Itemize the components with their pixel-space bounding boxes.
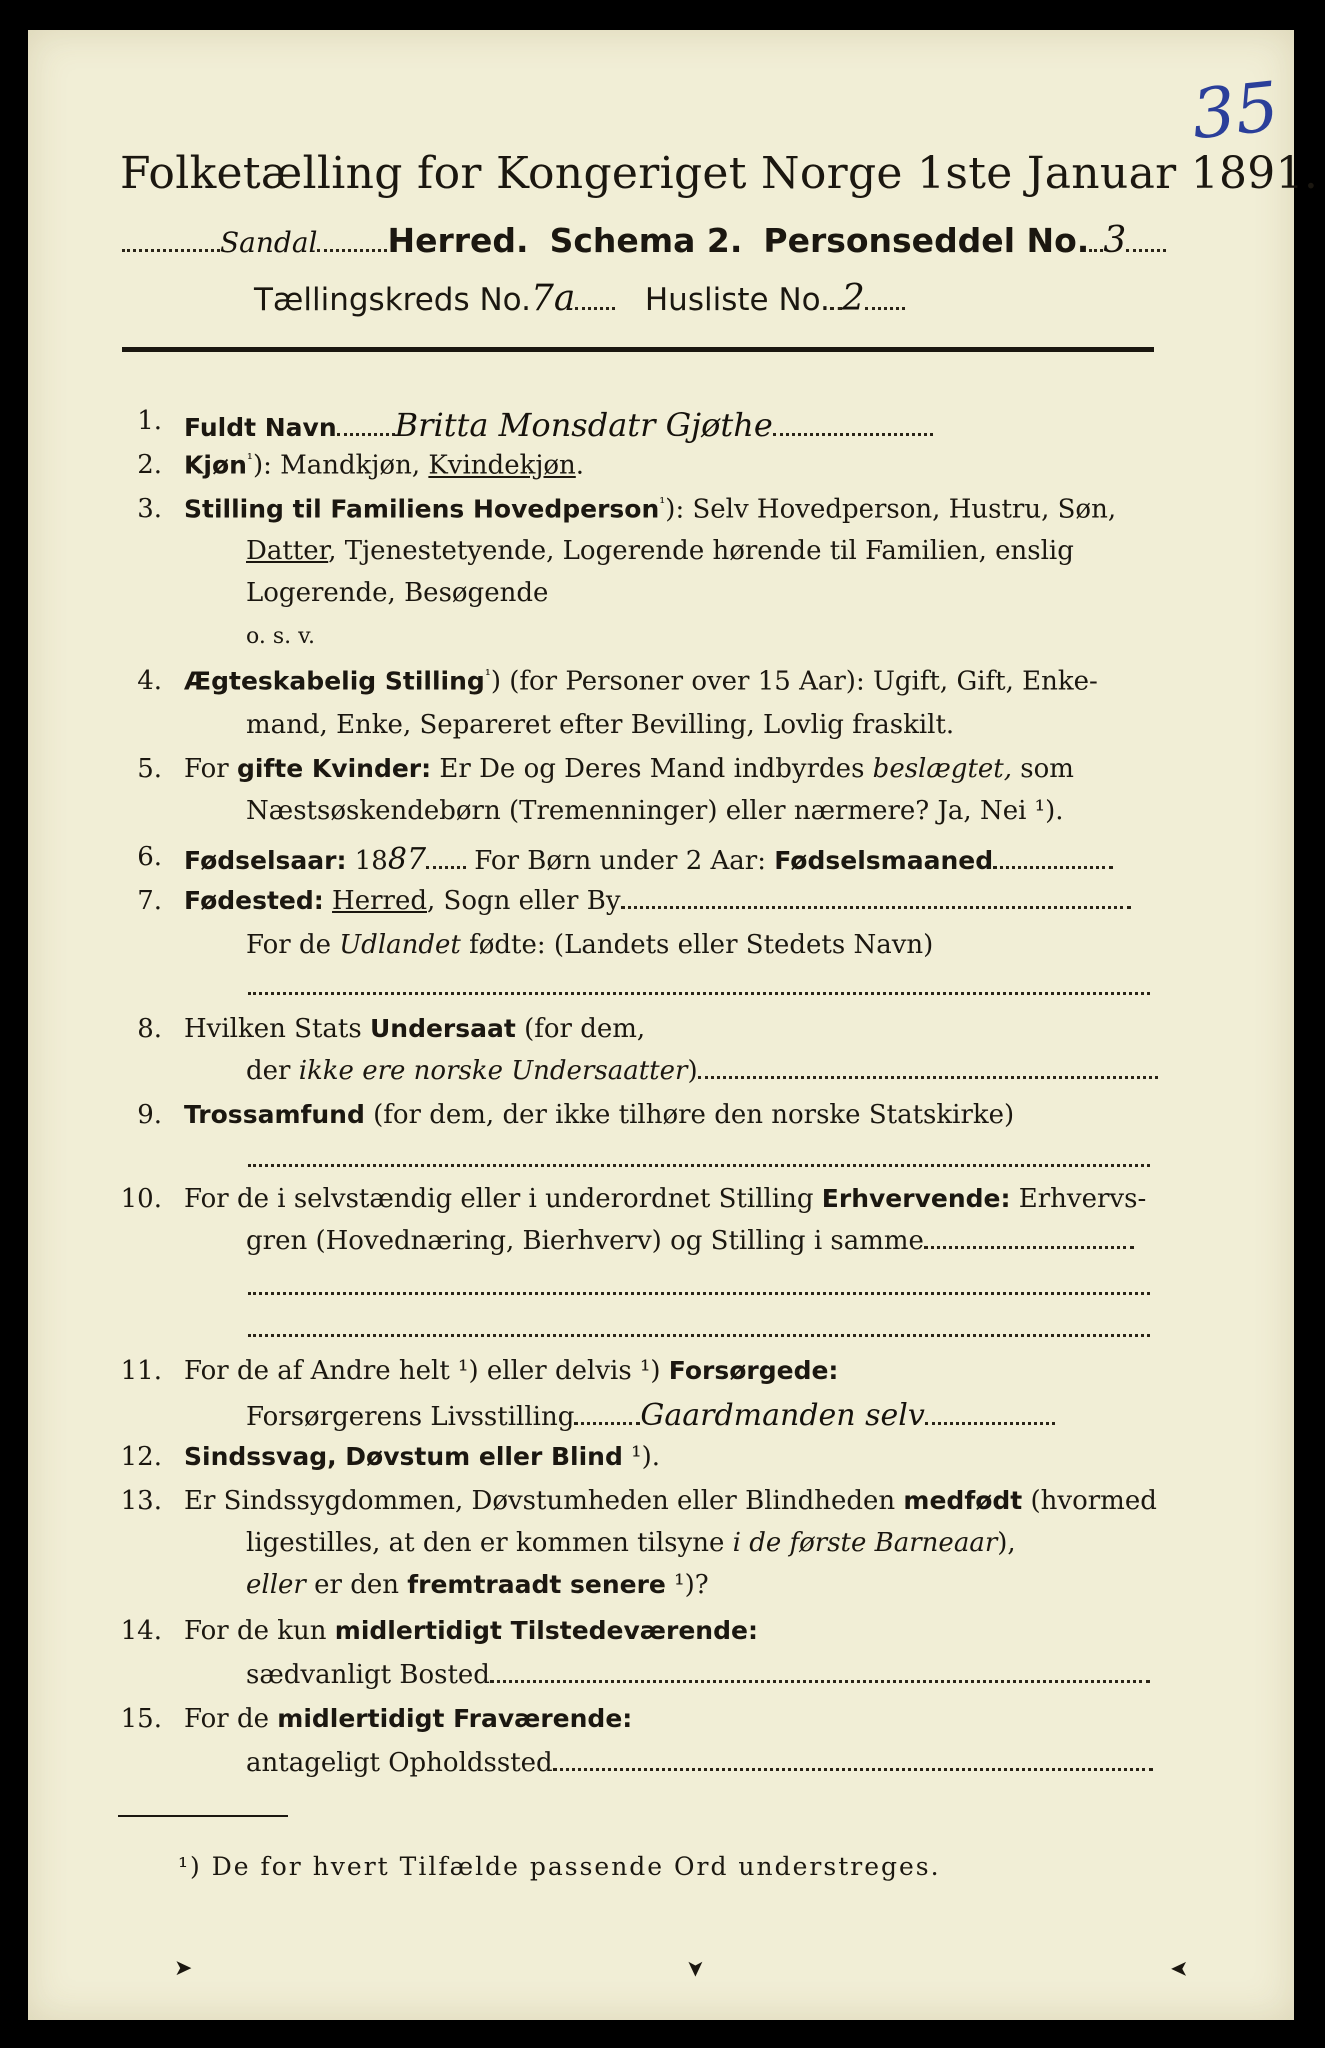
q11-label: Forsørgede: [668,1356,839,1385]
q3-sup: ¹ [659,494,666,512]
q12-label: Sindssvag, Døvstum eller Blind [184,1442,623,1471]
q6-label2: Fødselsmaaned [774,846,994,875]
q11-prefix: For de af Andre helt ¹) eller delvis ¹) [184,1356,669,1386]
q9-text: (for dem, der ikke tilhøre den norske Statskirke) [364,1100,1015,1130]
header-rule [122,347,1154,352]
q2-text: ): Mandkjøn, [252,450,429,481]
q12-number: 12. [120,1442,162,1472]
q3-line4: o. s. v. [246,624,315,649]
q11-number: 11. [120,1356,162,1386]
q5-text: Er De og Deres Mand indbyrdes [431,754,873,784]
q7-space [324,886,332,916]
q7-line2-italic: Udlandet [339,930,461,960]
q1-label: Fuldt Navn [184,413,337,442]
q7-line2 [246,930,933,960]
form-title: Folketælling for Kongeriget Norge 1ste Januar 1891. [120,148,1319,199]
q10-line2 [246,1226,1134,1256]
q10-blank-line-1 [248,1292,1150,1295]
q6-text: For Børn under 2 Aar: [466,846,775,876]
q8-line2-prefix: der [246,1056,299,1086]
q7-line2-text: fødte: (Landets eller Stedets Navn) [460,930,934,960]
q15-line2 [246,1748,1153,1778]
q6-prefix: 18 [346,846,388,876]
q10-label: Erhvervende: [821,1184,1011,1213]
q3-number: 3. [137,494,162,524]
q14-label: midlertidigt Tilstedeværende: [334,1616,758,1645]
kreds-line [254,278,905,319]
herred-value: Sandal [220,226,318,259]
q6-label: Fødselsaar: [184,846,347,875]
q4-sup: ¹ [484,666,491,684]
q8-line2-italic: ikke ere norske Undersaatter [298,1056,688,1086]
q4-line1: ) (for Personer over 15 Aar): Ugift, Gift, Enke- [490,666,1098,697]
q15-number: 15. [120,1704,162,1734]
q8-line2 [246,1056,1158,1086]
q13-line2-prefix: ligestilles, at den er kommen tilsyne [246,1528,733,1558]
husliste-value: 2 [841,278,865,319]
q3-label: Stilling til Familiens Hovedperson [184,494,660,524]
q14-prefix: For de kun [184,1616,335,1646]
q9-label: Trossamfund [184,1100,365,1129]
q11-row [184,1356,838,1386]
q4-row [184,666,1098,697]
q6-row [184,842,1113,877]
q12-end: ¹). [622,1442,660,1472]
q8-number: 8. [137,1014,162,1044]
q15-row [184,1704,632,1734]
q4-number: 4. [137,666,162,696]
q2-sup: ¹ [246,450,253,468]
q3-underlined-option: Datter [246,536,329,566]
q6-number: 6. [137,842,162,872]
q5-label: gifte Kvinder: [236,754,432,783]
q12-row [184,1442,660,1472]
q13-line2-italic: i de første Barneaar [732,1528,998,1558]
q10-text: Erhvervs- [1010,1184,1147,1214]
q7-blank-line [248,992,1150,995]
q8-prefix: Hvilken Stats [184,1014,370,1044]
q13-line3-end: ¹)? [665,1570,709,1600]
q14-line2 [246,1660,1150,1690]
q2-underlined-option: Kvindekjøn [428,450,576,481]
q13-line3-text: er den [305,1570,408,1600]
corner-mark-center: ➤ [682,1959,708,1978]
herred-line [122,220,1166,261]
q3-line2 [246,536,1074,566]
q11-value: Gaardmanden selv [640,1398,925,1433]
archive-number-stamp: 35 [1188,67,1283,156]
q7-underlined-option: Herred [332,886,427,916]
q10-line2-text: gren (Hovednæring, Bierhverv) og Stilling i samme [246,1226,924,1256]
q15-line2-text: antageligt Opholdssted [246,1748,553,1778]
q1-row [184,406,933,444]
q7-label: Fødested: [184,886,324,915]
q13-prefix: Er Sindssygdommen, Døvstumheden eller Blindheden [184,1486,904,1516]
q13-line3-italic: eller [246,1570,306,1600]
q13-label: medfødt [903,1486,1023,1515]
q6-value: 87 [387,842,427,877]
q8-text: (for dem, [515,1014,646,1044]
q2-label: Kjøn [184,450,247,480]
q3-line1: ): Selv Hovedperson, Hustru, Søn, [665,494,1117,525]
q13-line3-bold: fremtraadt senere [407,1570,666,1599]
q3-line3: Logerende, Besøgende [246,578,549,608]
q4-line2: mand, Enke, Separeret efter Bevilling, Lovlig fraskilt. [246,710,955,740]
q9-row [184,1100,1014,1130]
q14-line2-text: sædvanligt Bosted [246,1660,490,1690]
q4-label: Ægteskabelig Stilling [184,666,485,696]
q15-label: midlertidigt Fraværende: [277,1704,633,1733]
q1-number: 1. [137,406,162,436]
corner-mark-right: ➤ [1170,1956,1189,1981]
footnote: ¹) De for hvert Tilfælde passende Ord understreges. [178,1852,941,1881]
personseddel-label: Personseddel No. [763,221,1090,260]
q11-line2 [246,1398,1055,1433]
footnote-rule [118,1815,288,1817]
q7-text: , Sogn eller By [427,886,621,916]
kreds-value: 7a [530,278,576,319]
q10-number: 10. [120,1184,162,1214]
q8-line2-end: ) [687,1056,698,1086]
q10-blank-line-2 [248,1334,1150,1337]
q2-number: 2. [137,450,162,480]
q13-line2-end: ), [997,1528,1016,1558]
q8-row [184,1014,645,1044]
q9-number: 9. [137,1100,162,1130]
q9-blank-line [248,1164,1150,1167]
q11-line2-text: Forsørgerens Livsstilling [246,1402,575,1432]
q1-value: Britta Monsdatr Gjøthe [394,406,773,444]
q14-row [184,1616,758,1646]
q5-row [184,754,1074,784]
q2-row [184,450,584,481]
q3-row [184,494,1116,525]
q13-number: 13. [120,1486,162,1516]
herred-label: Herred. [387,221,529,260]
q10-row [184,1184,1146,1214]
q7-line2-prefix: For de [246,930,340,960]
q5-italic: beslægtet, [872,754,1012,784]
q2-end: . [575,450,585,481]
corner-mark-left: ➤ [174,1956,193,1981]
q13-row [184,1486,1157,1516]
personseddel-value: 3 [1103,220,1127,261]
q7-row [184,886,1131,916]
q5-number: 5. [137,754,162,784]
q5-line2: Næstsøskendebørn (Tremenninger) eller nærmere? Ja, Nei ¹). [246,796,1064,826]
q3-line2-text: , Tjenestetyende, Logerende hørende til Familien, enslig [328,536,1074,566]
q5-prefix: For [184,754,237,784]
q13-line2 [246,1528,1016,1558]
q14-number: 14. [120,1616,162,1646]
kreds-label: Tællingskreds No. [254,282,531,318]
husliste-label: Husliste No. [644,282,830,318]
q5-end: som [1012,754,1074,784]
q13-line3 [246,1570,709,1600]
q15-prefix: For de [184,1704,278,1734]
q13-text: (hvormed [1022,1486,1157,1516]
q7-number: 7. [137,886,162,916]
schema-label: Schema 2. [549,221,743,260]
q8-label: Undersaat [369,1014,516,1043]
q10-prefix: For de i selvstændig eller i underordnet Stilling [184,1184,822,1214]
